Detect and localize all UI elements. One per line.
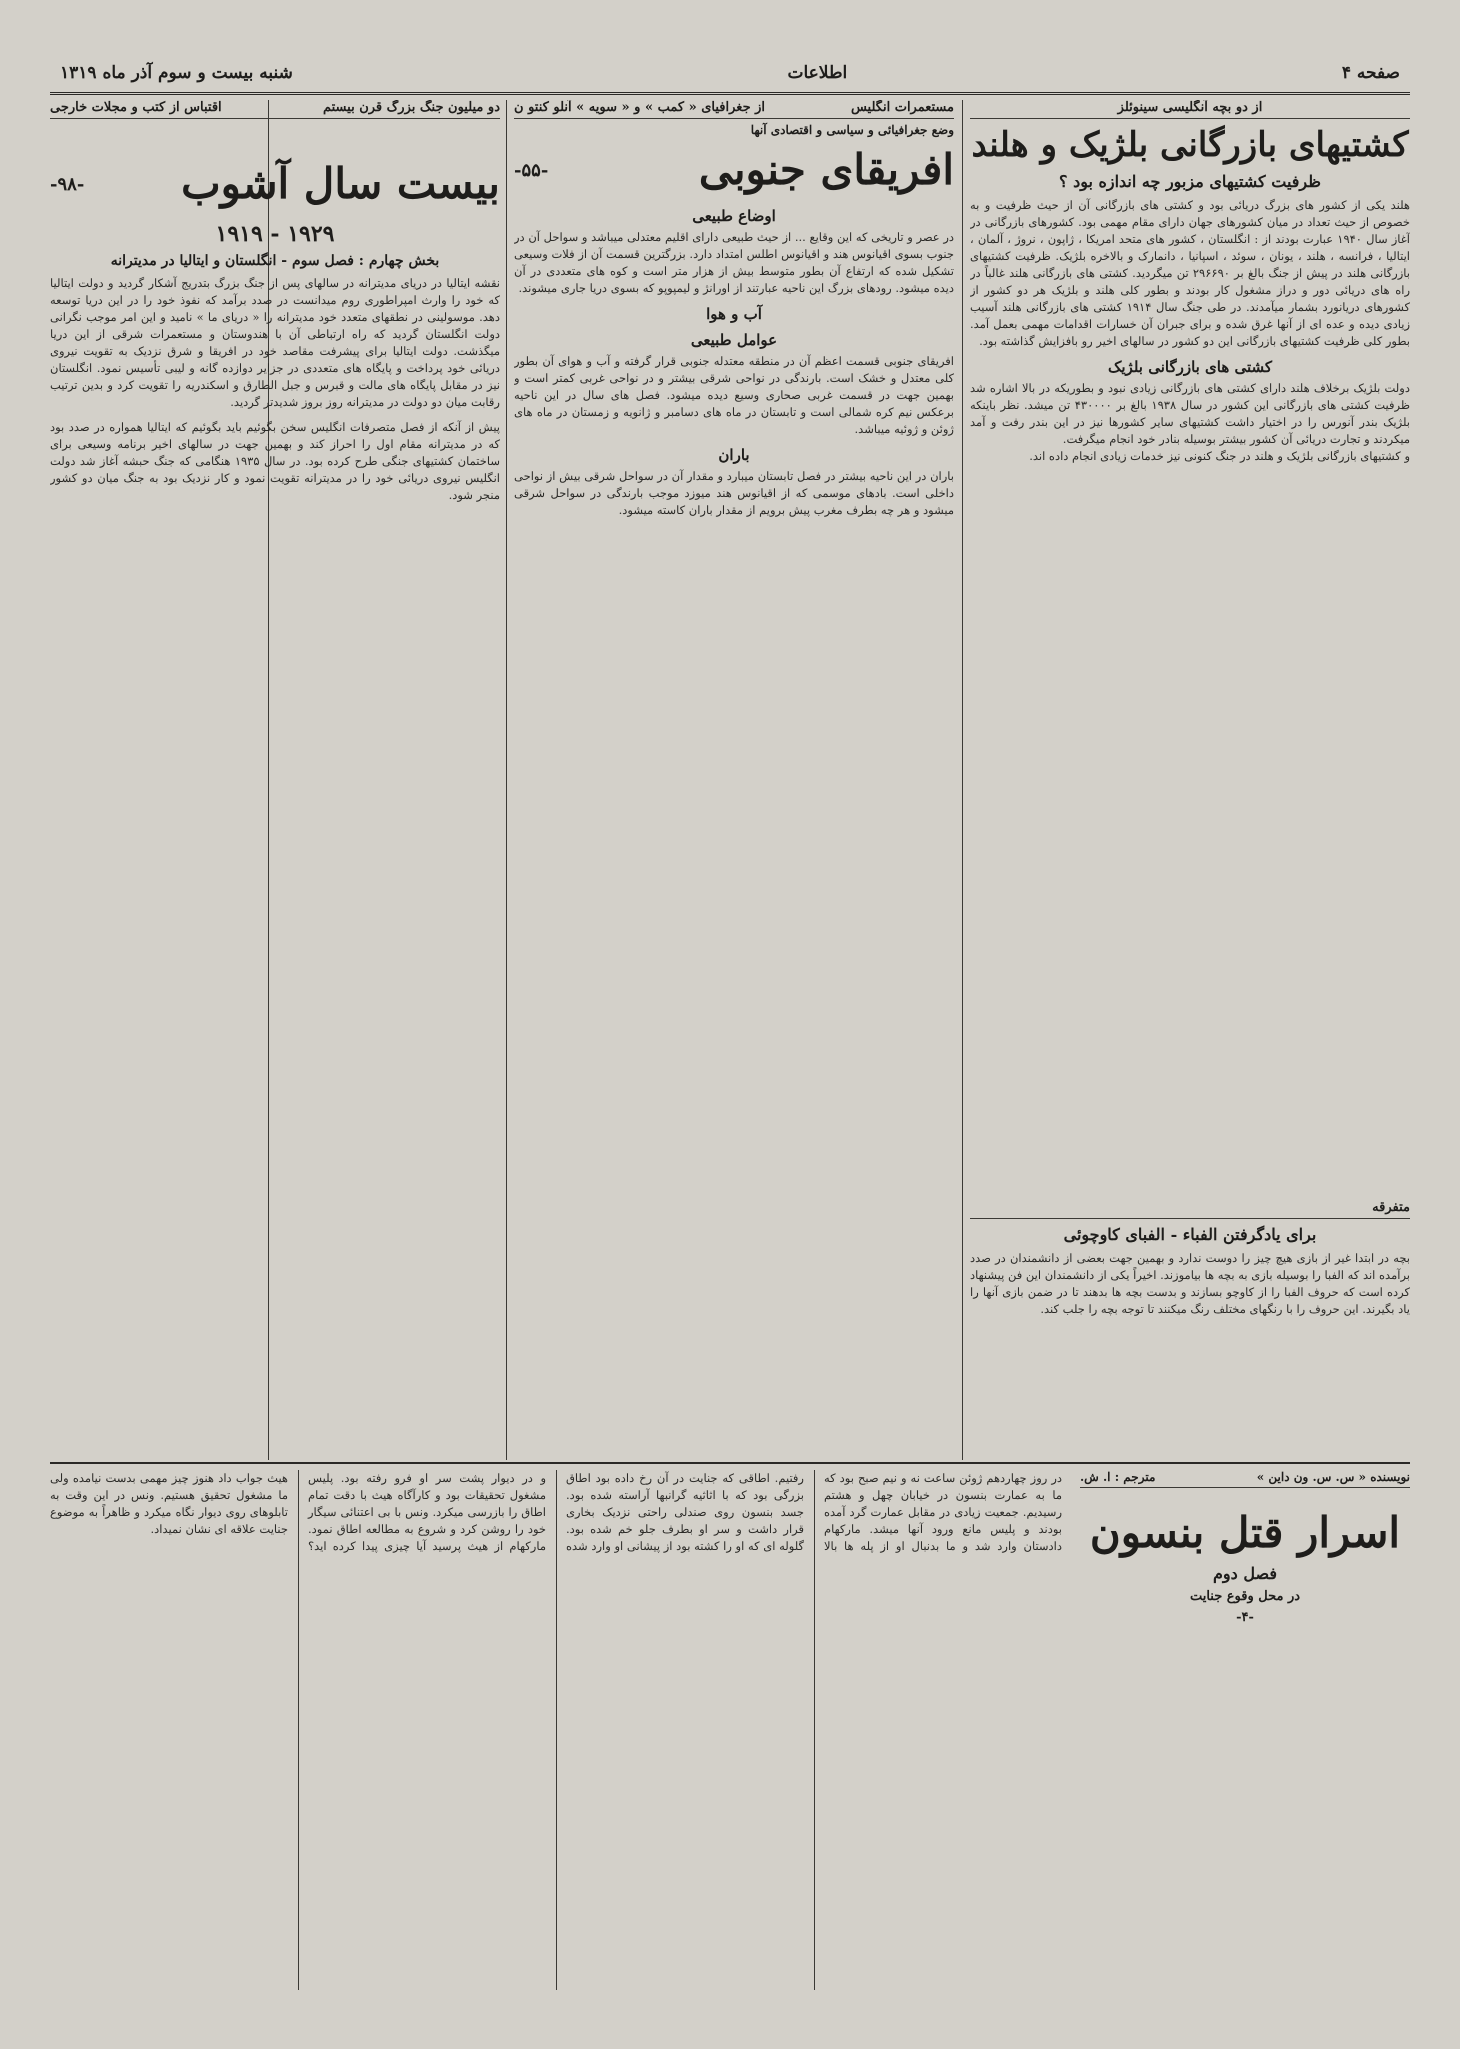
story-subhead: فصل دوم bbox=[1213, 1564, 1277, 1584]
article-kicker: مستعمرات انگلیس bbox=[850, 100, 954, 115]
column-divider bbox=[506, 100, 507, 1460]
article-body: دولت بلژیک برخلاف هلند دارای کشتی های بازرگانی زیادی نبود و بطوریکه در بالا اشاره شد ظرفیت کشتی های بازرگانی این کشور در سال ۱۹۳۸ بالغ بر ۴۳۰۰۰۰ تن میشد. نظر باینکه بلژیک بندر آنورس را در اختیار داشت کشتیهای سایر کشورها نیز در این بندر رفت و آمد میکردند و تجارت دریائی آن کشور بیشتر بوسیله بنادر خود انجام میگرفت. bbox=[970, 380, 1410, 446]
masthead-rule bbox=[50, 92, 1410, 95]
section-divider bbox=[50, 1462, 1410, 1464]
article-body: پیش از آنکه از فصل متصرفات انگلیس سخن بگوئیم باید بگوئیم که ایتالیا همواره در صدد بود که در مدیترانه مقام اول را احراز کند و بهمین جهت در سالهای اخیر برنامه وسیعی برای ساختمان کشتیهای جنگی طرح کرده بود. در سال ۱۹۳۵ هنگامی که جنگ حبشه آغاز شد دولت انگلیس نیروی دریائی خود را در مدیترانه تقویت نمود و کار نزدیک بود به جنگ میان دو کشور منجر شود. bbox=[50, 420, 500, 503]
article-belgium-netherlands bbox=[970, 100, 1410, 1190]
article-headline: کشتیهای بازرگانی بلژیک و هلند bbox=[971, 125, 1409, 165]
story-author: نویسنده « س. س. ون داین » bbox=[1256, 1470, 1410, 1484]
article-headline: افریقای جنوبی bbox=[698, 145, 954, 194]
column-divider bbox=[962, 100, 963, 1460]
article-subhead: اوضاع طبیعی bbox=[692, 207, 776, 226]
article-south-africa bbox=[514, 100, 954, 1455]
serial-story bbox=[50, 1470, 1410, 2010]
article-subhead: ظرفیت کشتیهای مزبور چه اندازه بود ؟ bbox=[1059, 171, 1321, 191]
paper-name: اطلاعات bbox=[787, 63, 848, 83]
article-subhead: بخش چهارم : فصل سوم - انگلستان و ایتالیا در مدیترانه bbox=[110, 253, 440, 270]
article-body: باران در این ناحیه بیشتر در فصل تابستان میبارد و مقدار آن در سواحل شرقی بیش از نواحی داخلی است. بادهای موسمی که از اقیانوس هند میوزد موجب بارندگی در سواحل شرقی میشود و هر چه بطرف مغرب پیش برویم از مقدار باران کاسته میشود. bbox=[514, 469, 954, 518]
misc-section bbox=[970, 1200, 1410, 1455]
article-body: افریقای جنوبی قسمت اعظم آن در منطقه معتدله جنوبی قرار گرفته و آب و هوای آن بطور کلی معتدل و خشک است. بارندگی در نواحی شرقی بیشتر و در نواحی غربی کمتر است و بهمین جهت در قسمت غربی صحاری وسیع دیده میشود. فصل های سال در این ناحیه برعکس نیم کره شمالی است و تابستان در ماه های دسامبر و ژانویه و زمستان در ماه های ژوئن و ژوئیه میباشد. bbox=[514, 354, 954, 437]
article-years: ۱۹۲۹ - ۱۹۱۹ bbox=[215, 221, 335, 248]
story-translator: مترجم : ا. ش. bbox=[1080, 1470, 1156, 1484]
misc-body: بچه در ابتدا غیر از بازی هیچ چیز را دوست ندارد و بهمین جهت بعضی از دانشمندان در صدد برآمده اند که الفبا را بوسیله بازی به بچه ها بیاموزند. اخیراً یکی از دانشمندان این فن پیشنهاد کرده است که حروف الفبا را از کاوچو بسازند و بدست بچه ها بدهند تا در ضمن بازی آنها را یاد بگیرند. این حروف را با رنگهای مختلف رنگ میکنند تا توجه بچه را جلب کند. bbox=[970, 1251, 1410, 1316]
serial-number: -۴- bbox=[1236, 1610, 1254, 1626]
story-subhead: در محل وقوع جنایت bbox=[1189, 1589, 1301, 1605]
article-body: نقشه ایتالیا در دریای مدیترانه در سالهای پس از جنگ بزرگ بتدریج آشکار گردید و دولت ایتالیا که خود را وارث امپراطوری روم میدانست در صدد برآمد که نفوذ خود را در این دریا توسعه دهد. موسولینی در نطقهای متعدد خود مدیترانه را « دریای ما » نامید و این امر موجب نگرانی دولت انگلستان گردید که راه ارتباطی آن با هندوستان و مستعمرات شرقی از این دریا میگذشت. دولت ایتالیا برای پیشرفت مقاصد خود در افریقا و شرق نزدیک به تقویت نیروی دریائی خود پرداخت و پایگاه های متعددی در جزایر دوازده گانه و لیبی تأسیس نمود. انگلستان نیز در مقابل پایگاه های مالت و قبرس و جبل الطارق و اسکندریه را تقویت کرد و بدین ترتیب رقابت میان دو دولت در مدیترانه روز بروز شدیدتر گردید. bbox=[50, 276, 500, 410]
article-body: در عصر و تاریخی که این وقایع ... از حیث طبیعی دارای اقلیم معتدلی میباشد و سواحل آن در جنوب بسوی اقیانوس هند و اقیانوس اطلس امتداد دارد. بزرگترین قسمت آن از فلات وسیعی تشکیل شده که ارتفاع آن بطور متوسط بیش از هزار متر است و کوه های متعددی در آن دیده میشود. رودهای بزرگ این ناحیه عبارتند از اورانژ و لیمپوپو که بسوی دریا جاری میشوند. bbox=[514, 230, 954, 296]
article-subhead: عوامل طبیعی bbox=[690, 331, 778, 350]
article-kicker: وضع جغرافیائی و سیاسی و اقتصادی آنها bbox=[750, 123, 954, 137]
page-number: صفحه ۴ bbox=[1341, 63, 1400, 83]
serial-number: -۹۸- bbox=[50, 173, 85, 195]
article-subhead: کشتی های بازرگانی بلژیک bbox=[1107, 357, 1273, 376]
masthead-bar bbox=[60, 58, 1400, 88]
article-body: و کشتیهای بازرگانی بلژیک و هلند در جنگ کنونی نیز خدمات زیادی انجام داده اند. bbox=[1029, 448, 1410, 463]
issue-date: شنبه بیست و سوم آذر ماه ۱۳۱۹ bbox=[60, 63, 293, 83]
article-kicker: دو میلیون جنگ بزرگ قرن بیستم bbox=[322, 100, 500, 115]
article-subhead: آب و هوا bbox=[706, 305, 762, 324]
article-kicker: از جغرافیای « کمب » و « سویه » آنلو کنتو ن bbox=[514, 100, 766, 115]
story-body: در روز چهاردهم ژوئن ساعت نه و نیم صبح بود که ما به عمارت بنسون در خیابان چهل و هشتم رسیدیم. جمعیت زیادی در مقابل عمارت گرد آمده بودند و پلیس مانع ورود آنها میشد. مارکهام دادستان وارد شد و ما بدنبال او از پله ها بالا رفتیم. اطاقی که جنایت در آن رخ داده بود اطاق بزرگی بود که با اثاثیه گرانبها آراسته شده بود. جسد بنسون روی صندلی راحتی نزدیک بخاری قرار داشت و سر او بطرف جلو خم شده بود. گلوله ای که او را کشته بود از پیشانی او وارد شده و در دیوار پشت سر او فرو رفته بود. پلیس مشغول تحقیقات بود و کارآگاه هیث با دقت تمام اطاق را بازرسی میکرد. ونس با بی اعتنائی سیگار خود را روشن کرد و شروع به مطالعه اطاق نمود. مارکهام از هیث پرسید آیا چیزی پیدا کرده اید؟ هیث جواب داد هنوز چیز مهمی بدست نیامده ولی ما مشغول تحقیق هستیم. ونس در این وقت به تابلوهای روی دیوار نگاه میکرد و ظاهراً به موضوع جنایت علاقه ای نشان نمیداد. bbox=[50, 1471, 1062, 1553]
article-kicker: اقتباس از کتب و مجلات خارجی bbox=[50, 100, 222, 115]
article-headline: بیست سال آشوب bbox=[181, 159, 500, 208]
article-kicker: از دو بچه آنگلیسی سینوئلز bbox=[970, 100, 1410, 119]
article-subhead: باران bbox=[718, 446, 750, 465]
story-headline: اسرار قتل بنسون bbox=[1089, 1508, 1401, 1557]
misc-headline: برای یادگرفتن الفباء - الفبای کاوچوئی bbox=[1063, 1225, 1317, 1244]
article-body: هلند یکی از کشور های بزرگ دریائی بود و کشتی های بازرگانی آن از حیث ظرفیت و به خصوص از حیث تعداد در میان کشورهای جهان دارای مقام مهمی بود. کشورهای بازرگانی در آغاز سال ۱۹۴۰ عبارت بودند از : انگلستان ، کشور های متحد امریکا ، ژاپون ، نروژ ، آلمان ، ایتالیا ، فرانسه ، هلند ، یونان ، سوئد ، اسپانیا ، دانمارک و بالاخره بلژیک. ظرفیت کشتیهای بازرگانی هلند در پیش از جنگ بالغ بر ۲۹۶۶۹۰ تن میگردید. کشتی های بازرگانی هلند غالباً در راه های دریائی دور و دراز مشغول کار بودند و بطور کلی هلند و بلژیک هر دو کشور از کشورهای دریانورد بشمار میآمدند. در طی جنگ سال ۱۹۱۴ کشتی های بازرگانی هلند آسیب زیادی دیده و عده ای از آنها غرق شده و برای جبران آن خسارات اقدامات مهمی بعمل آمد. بطور کلی ظرفیت کشتیهای بازرگانی این دو کشور در سالهای اخیر رو بافزایش گذاشته بود. bbox=[970, 197, 1410, 348]
article-twenty-years bbox=[50, 100, 500, 1455]
serial-number: -۵۵- bbox=[514, 159, 549, 181]
misc-kicker: متفرقه bbox=[970, 1200, 1410, 1219]
